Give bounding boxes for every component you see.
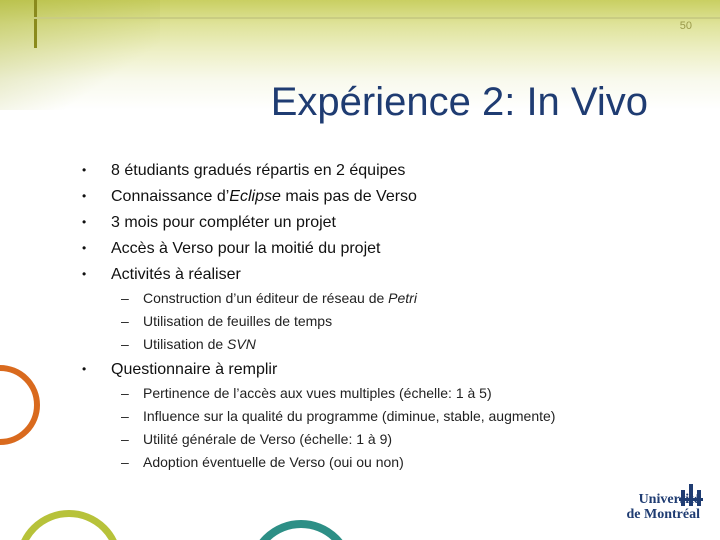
- slide-number: 50: [679, 20, 692, 32]
- university-logo: [604, 484, 714, 528]
- sub-bullet-item: [121, 289, 417, 307]
- dash-icon: –: [121, 385, 129, 401]
- bullet-icon: •: [82, 215, 87, 229]
- bullet-text: mais pas de Verso: [280, 188, 417, 205]
- bullet-icon: •: [82, 189, 87, 203]
- bullet-item: [82, 160, 405, 181]
- dash-icon: –: [121, 454, 129, 470]
- sub-bullet-item: [121, 430, 392, 448]
- dash-icon: –: [121, 313, 129, 329]
- university-name-line2: de Montréal: [626, 507, 700, 522]
- bullet-icon: •: [82, 267, 87, 281]
- sub-bullet-text: Utilisation de feuilles de temps: [143, 313, 333, 329]
- bullet-text: 8 étudiants gradués répartis en 2 équipes: [111, 162, 406, 179]
- bullet-text: Accès à Verso pour la moitié du projet: [111, 240, 381, 257]
- bullet-text: Activités à réaliser: [111, 266, 241, 283]
- dash-icon: –: [121, 290, 129, 306]
- sub-bullet-italic-term: SVN: [227, 336, 256, 352]
- sub-bullet-item: [121, 312, 332, 330]
- bullet-item: [82, 264, 241, 285]
- bullet-text: Questionnaire à remplir: [111, 361, 278, 378]
- dash-icon: –: [121, 408, 129, 424]
- university-name: [604, 492, 700, 522]
- bullet-item: [82, 186, 417, 207]
- bullet-italic-term: Eclipse: [229, 188, 281, 205]
- bullet-text: 3 mois pour compléter un projet: [111, 214, 336, 231]
- sub-bullet-text: Construction d’un éditeur de réseau de: [143, 290, 389, 306]
- sub-bullet-text: Pertinence de l’accès aux vues multiples (échelle: 1 à 5): [143, 385, 492, 401]
- sub-bullet-text: Utilité générale de Verso (échelle: 1 à 9): [143, 431, 393, 447]
- sub-bullet-item: [121, 335, 256, 353]
- bullet-item: [82, 359, 277, 380]
- sub-bullet-text: Adoption éventuelle de Verso (oui ou non): [143, 454, 404, 470]
- bullet-icon: •: [82, 241, 87, 255]
- sub-bullet-text: Influence sur la qualité du programme (diminue, stable, augmente): [143, 408, 556, 424]
- bullet-icon: •: [82, 362, 87, 376]
- sub-bullet-italic-term: Petri: [388, 290, 417, 306]
- bullet-item: [82, 212, 336, 233]
- sub-bullet-text: Utilisation de: [143, 336, 228, 352]
- sub-bullet-item: [121, 453, 404, 471]
- slide-title: Expérience 2: In Vivo: [270, 80, 648, 124]
- bullet-text: Connaissance d’: [111, 188, 230, 205]
- bullet-icon: •: [82, 163, 87, 177]
- sub-bullet-item: [121, 407, 555, 425]
- bullet-item: [82, 238, 380, 259]
- university-name-line1: Université: [638, 492, 700, 507]
- sub-bullet-item: [121, 384, 492, 402]
- dash-icon: –: [121, 336, 129, 352]
- dash-icon: –: [121, 431, 129, 447]
